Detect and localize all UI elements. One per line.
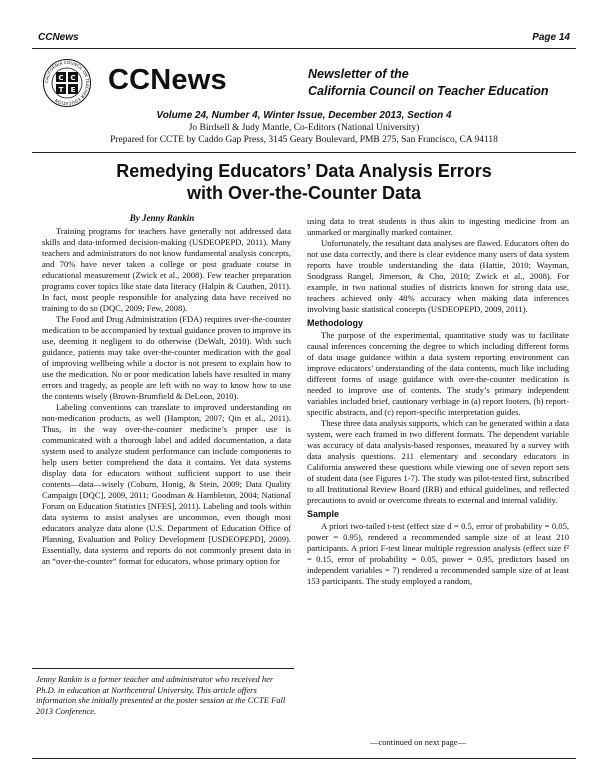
tagline-line-1: Newsletter of the [308, 67, 409, 81]
running-head [32, 32, 576, 46]
continued-note[interactable]: —continued on next page— [370, 737, 467, 747]
svg-text:C: C [70, 74, 76, 82]
paragraph: Unfortunately, the resultant data analyses are flawed. Educators often do not use data correctly, and there is clear evidence many users of data system reports have trouble understanding the data (Hattie, 2010; Wayman, Snodgrass Rangel, Jimerson, & Cho, 2010; Zwick et al., 2008). For example, in two national studies of districts known for strong data use, teachers achieved only 48% accuracy when making data inferences involving basic statistical concepts (USDEOPEPD, 2009, 2011). [307, 238, 569, 314]
paragraph: The purpose of the experimental, quantitative study was to facilitate causal inferences concerning the degree to which including different forms of data usage guidance within a data system reporting environment can improve educators’ understanding of the data contents, much like including different forms of usage guidance with over-the-counter medication is needed to improve use of contents. The study’s primary independent variables included brief, cautionary verbiage in (a) report footers, (b) report-specific abstracts, and (c) report-specific interpretation guides. [307, 330, 569, 417]
publication-name: CCNews [108, 64, 227, 96]
paragraph: Training programs for teachers have generally not addressed data skills and data-informed decision-making (USDEOPEPD, 2011). Many teachers and administrators do not know fundamental analysis concepts, and 70% have never taken a college or post graduate course in educational measurement (Zwick et al., 2008). Few teacher preparation programs cover topics like state data literacy (Halpin & Cauthen, 2011). In fact, most people responsible for analyzing data have received no training to do so (DQC, 2009; Few, 2008). [42, 226, 291, 313]
tagline-line-2: California Council on Teacher Education [308, 84, 549, 98]
running-head-title: CCNews [38, 32, 79, 43]
ccte-logo [42, 58, 92, 108]
left-column [42, 226, 291, 646]
logo-ring-text: CALIFORNIA COUNCIL ON TEACHER EDUCATION [43, 59, 91, 107]
paragraph: These three data analysis supports, which can be generated within a data system, were each framed in two different formats. The dependent variable was accuracy of data analysis-based responses, measured by a survey with data analysis questions. 211 elementary and secondary educators in California answered these questions while viewing one of seven report sets of student data (see Figures 1-7). The study was pilot-tested first, subscribed to all Institutional Review Board (IRB) and ethical guidelines, and reflected precautions to avoid or overcome threats to external and internal validity. [307, 418, 569, 505]
paragraph: A priori two-tailed t-test (effect size d = 0.5, error of probability = 0.05, power = 0.95), rendered a recommended sample size of at least 210 participants. A priori F-test linear multiple regression analysis (effect size f² = 0.15, error of probability = 0.05, power = 0.95, predictors based on independent variables = 7) rendered a recommended sample size of at least 153 participants. The study employed a random, [307, 521, 569, 586]
sample-heading: Sample [307, 509, 340, 519]
paragraph: Labeling conventions can translate to improved understanding on non-medication products, as well (Hampton, 2007; Qin et al., 2011). Thus, in the way over-the-counter medicine’s proper use is communicated with a thorough label and added documentation, a data system used to analyze student performance can include components to help users better comprehend the data it contains. Yet data systems display data for educators without sufficient support to use their contents—data—wisely (Coburn, Honig, & Stein, 2009; Data Quality Campaign [DQC], 2009, 2011; Goodman & Hambleton, 2004; National Forum on Education Statistics [NFES], 2011). Labeling and tools within data systems to assist analyses are uncommon, even though most educators analyze data alone (U.S. Department of Education Office of Planning, Evaluation and Policy Development [USDEOPEPD], 2009). Essentially, data systems and reports do not commonly present data in an “over-the-counter” format for educators, whose primary option for [42, 402, 291, 566]
masthead-tagline [308, 66, 549, 100]
methodology-heading: Methodology [307, 318, 363, 328]
issue-info [32, 110, 576, 146]
issue-line: Volume 24, Number 4, Winter Issue, December 2013, Section 4 [156, 110, 452, 121]
author-note: Jenny Rankin is a former teacher and administrator who received her Ph.D. in education at Northcentral University. This article offers information she initially presented at the poster session at the CCTE Fall 2013 Conference. [32, 668, 294, 736]
article-title-line-2: with Over-the-Counter Data [186, 183, 422, 203]
byline: By Jenny Rankin [129, 213, 195, 223]
svg-text:E: E [70, 86, 76, 94]
top-rule [32, 48, 576, 49]
svg-text:CALIFORNIA COUNCIL ON TEACHER [44, 60, 90, 106]
paragraph: The Food and Drug Administration (FDA) requires over-the-counter medication to be accompanied by textual guidance proven to improve its use, deeming it negligent to do otherwise (DeWalt, 2010). With such guidance, patients may take over-the-counter medication with the goal of improving wellbeing while a doctor is not present to explain how to use the medication. No or poor medication labels have resulted in many errors and tragedy, as people are left with no way to know how to use the contents wisely (Brown-Brumfield & DeLeon, 2010). [42, 314, 291, 401]
svg-text:T: T [58, 86, 64, 94]
editors-line: Jo Birdsell & Judy Mantle, Co-Editors (National University) [188, 123, 420, 133]
right-column [307, 216, 569, 746]
bottom-rule [32, 758, 576, 759]
svg-text:C: C [58, 74, 64, 82]
printer-line: Prepared for CCTE by Caddo Gap Press, 3145 Geary Boulevard, PMB 275, San Francisco, CA 94118 [110, 135, 498, 145]
page-number: Page 14 [532, 32, 570, 43]
masthead-rule [32, 152, 576, 153]
article-title-line-1: Remedying Educators’ Data Analysis Errors [116, 161, 492, 181]
ccte-seal-icon [42, 58, 92, 108]
masthead [32, 52, 576, 106]
paragraph: using data to treat students is thus akin to ingesting medicine from an unmarked or marginally marked container. [307, 216, 569, 237]
article-title [32, 160, 576, 204]
